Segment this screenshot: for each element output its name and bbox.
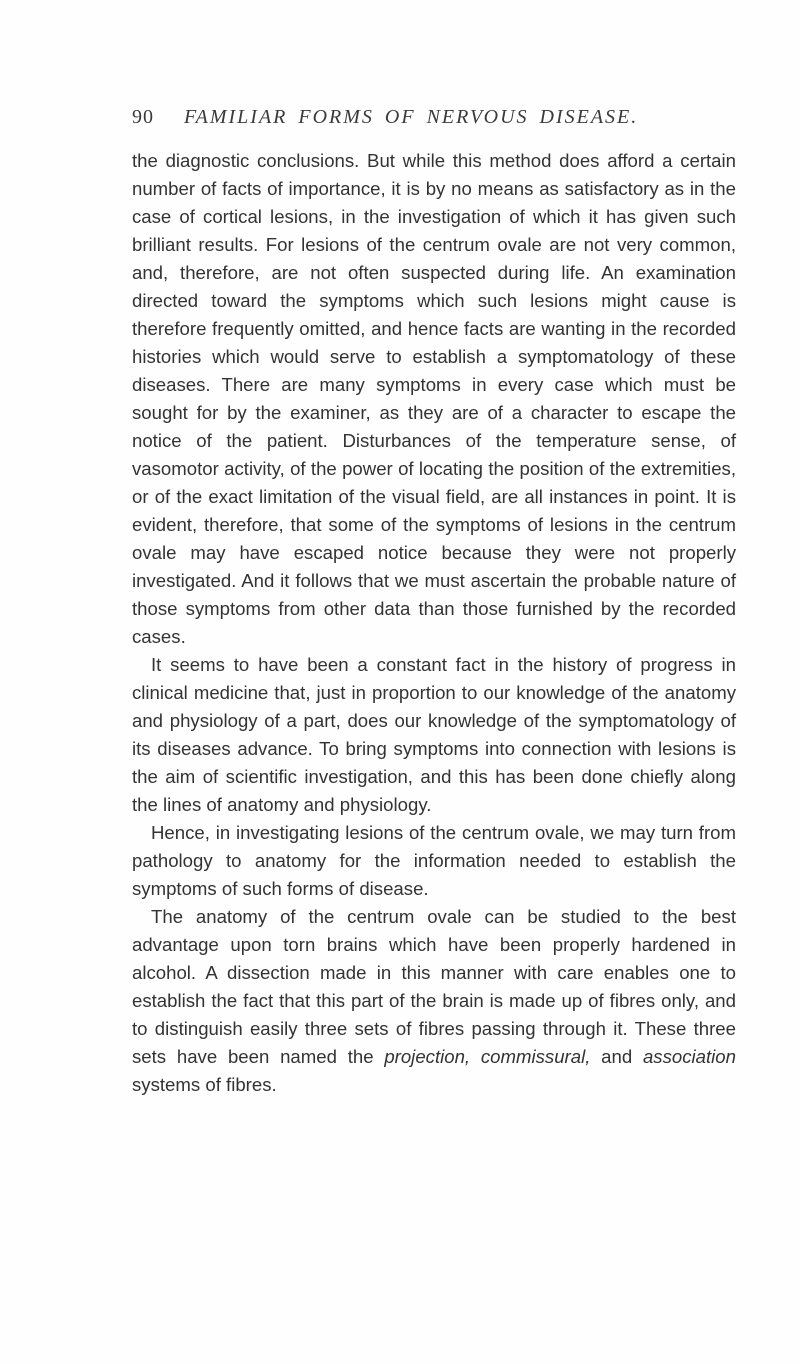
body-text	[132, 147, 736, 1099]
page-number: 90	[132, 106, 154, 128]
paragraph-2: It seems to have been a constant fact in the history of progress in clinical medicine that, just in proportion to our knowledge of the anatomy and physiology of a part, does our knowledge of the symptomatology of its diseases advance. To bring symptoms into connection with lesions is the aim of scientific investigation, and this has been done chiefly along the lines of anatomy and physiology.	[132, 654, 736, 815]
term-association: association	[642, 1046, 736, 1067]
paragraph-1: the diagnostic conclusions. But while this method does afford a certain number of facts of importance, it is by no means as satisfactory as in the case of cortical lesions, in the investigation of which it has given such brilliant results. For lesions of the centrum ovale are not very common, and, therefore, are not often suspected during life. An examination directed toward the symptoms which such lesions might cause is therefore frequently omitted, and hence facts are wanting in the recorded histories which would serve to establish a symptomatology of these diseases. There are many symptoms in every case which must be sought for by the examiner, as they are of a character to escape the notice of the patient. Disturbances of the temperature sense, of vasomotor activity, of the power of locating the position of the extremities, or of the exact limitation of the visual field, are all instances in point. It is evident, therefore, that some of the symptoms of lesions in the centrum ovale may have escaped notice because they were not properly investigated. And it follows that we must ascertain the probable nature of those symptoms from other data than those furnished by the recorded cases.	[132, 150, 736, 647]
running-head	[132, 106, 732, 140]
term-commissural: commissural,	[480, 1046, 591, 1067]
paragraph-4-tail: systems of fibres.	[132, 1074, 277, 1095]
term-projection: projection,	[384, 1046, 471, 1067]
paragraph-4-lead: The anatomy of the centrum ovale can be studied to the best advantage upon torn brains which have been properly hardened in alcohol. A dissection made in this manner with care enables one to establish the fact that this part of the brain is made up of fibres only, and to distinguish easily three sets of fibres passing through it. These three sets have been named the	[132, 906, 736, 1067]
joiner-and: and	[590, 1046, 643, 1067]
paragraph-4	[132, 903, 736, 1099]
running-head-title: FAMILIAR FORMS OF NERVOUS DISEASE.	[184, 106, 639, 128]
paragraph-3: Hence, in investigating lesions of the centrum ovale, we may turn from pathology to anatomy for the information needed to establish the symptoms of such forms of disease.	[132, 822, 736, 899]
